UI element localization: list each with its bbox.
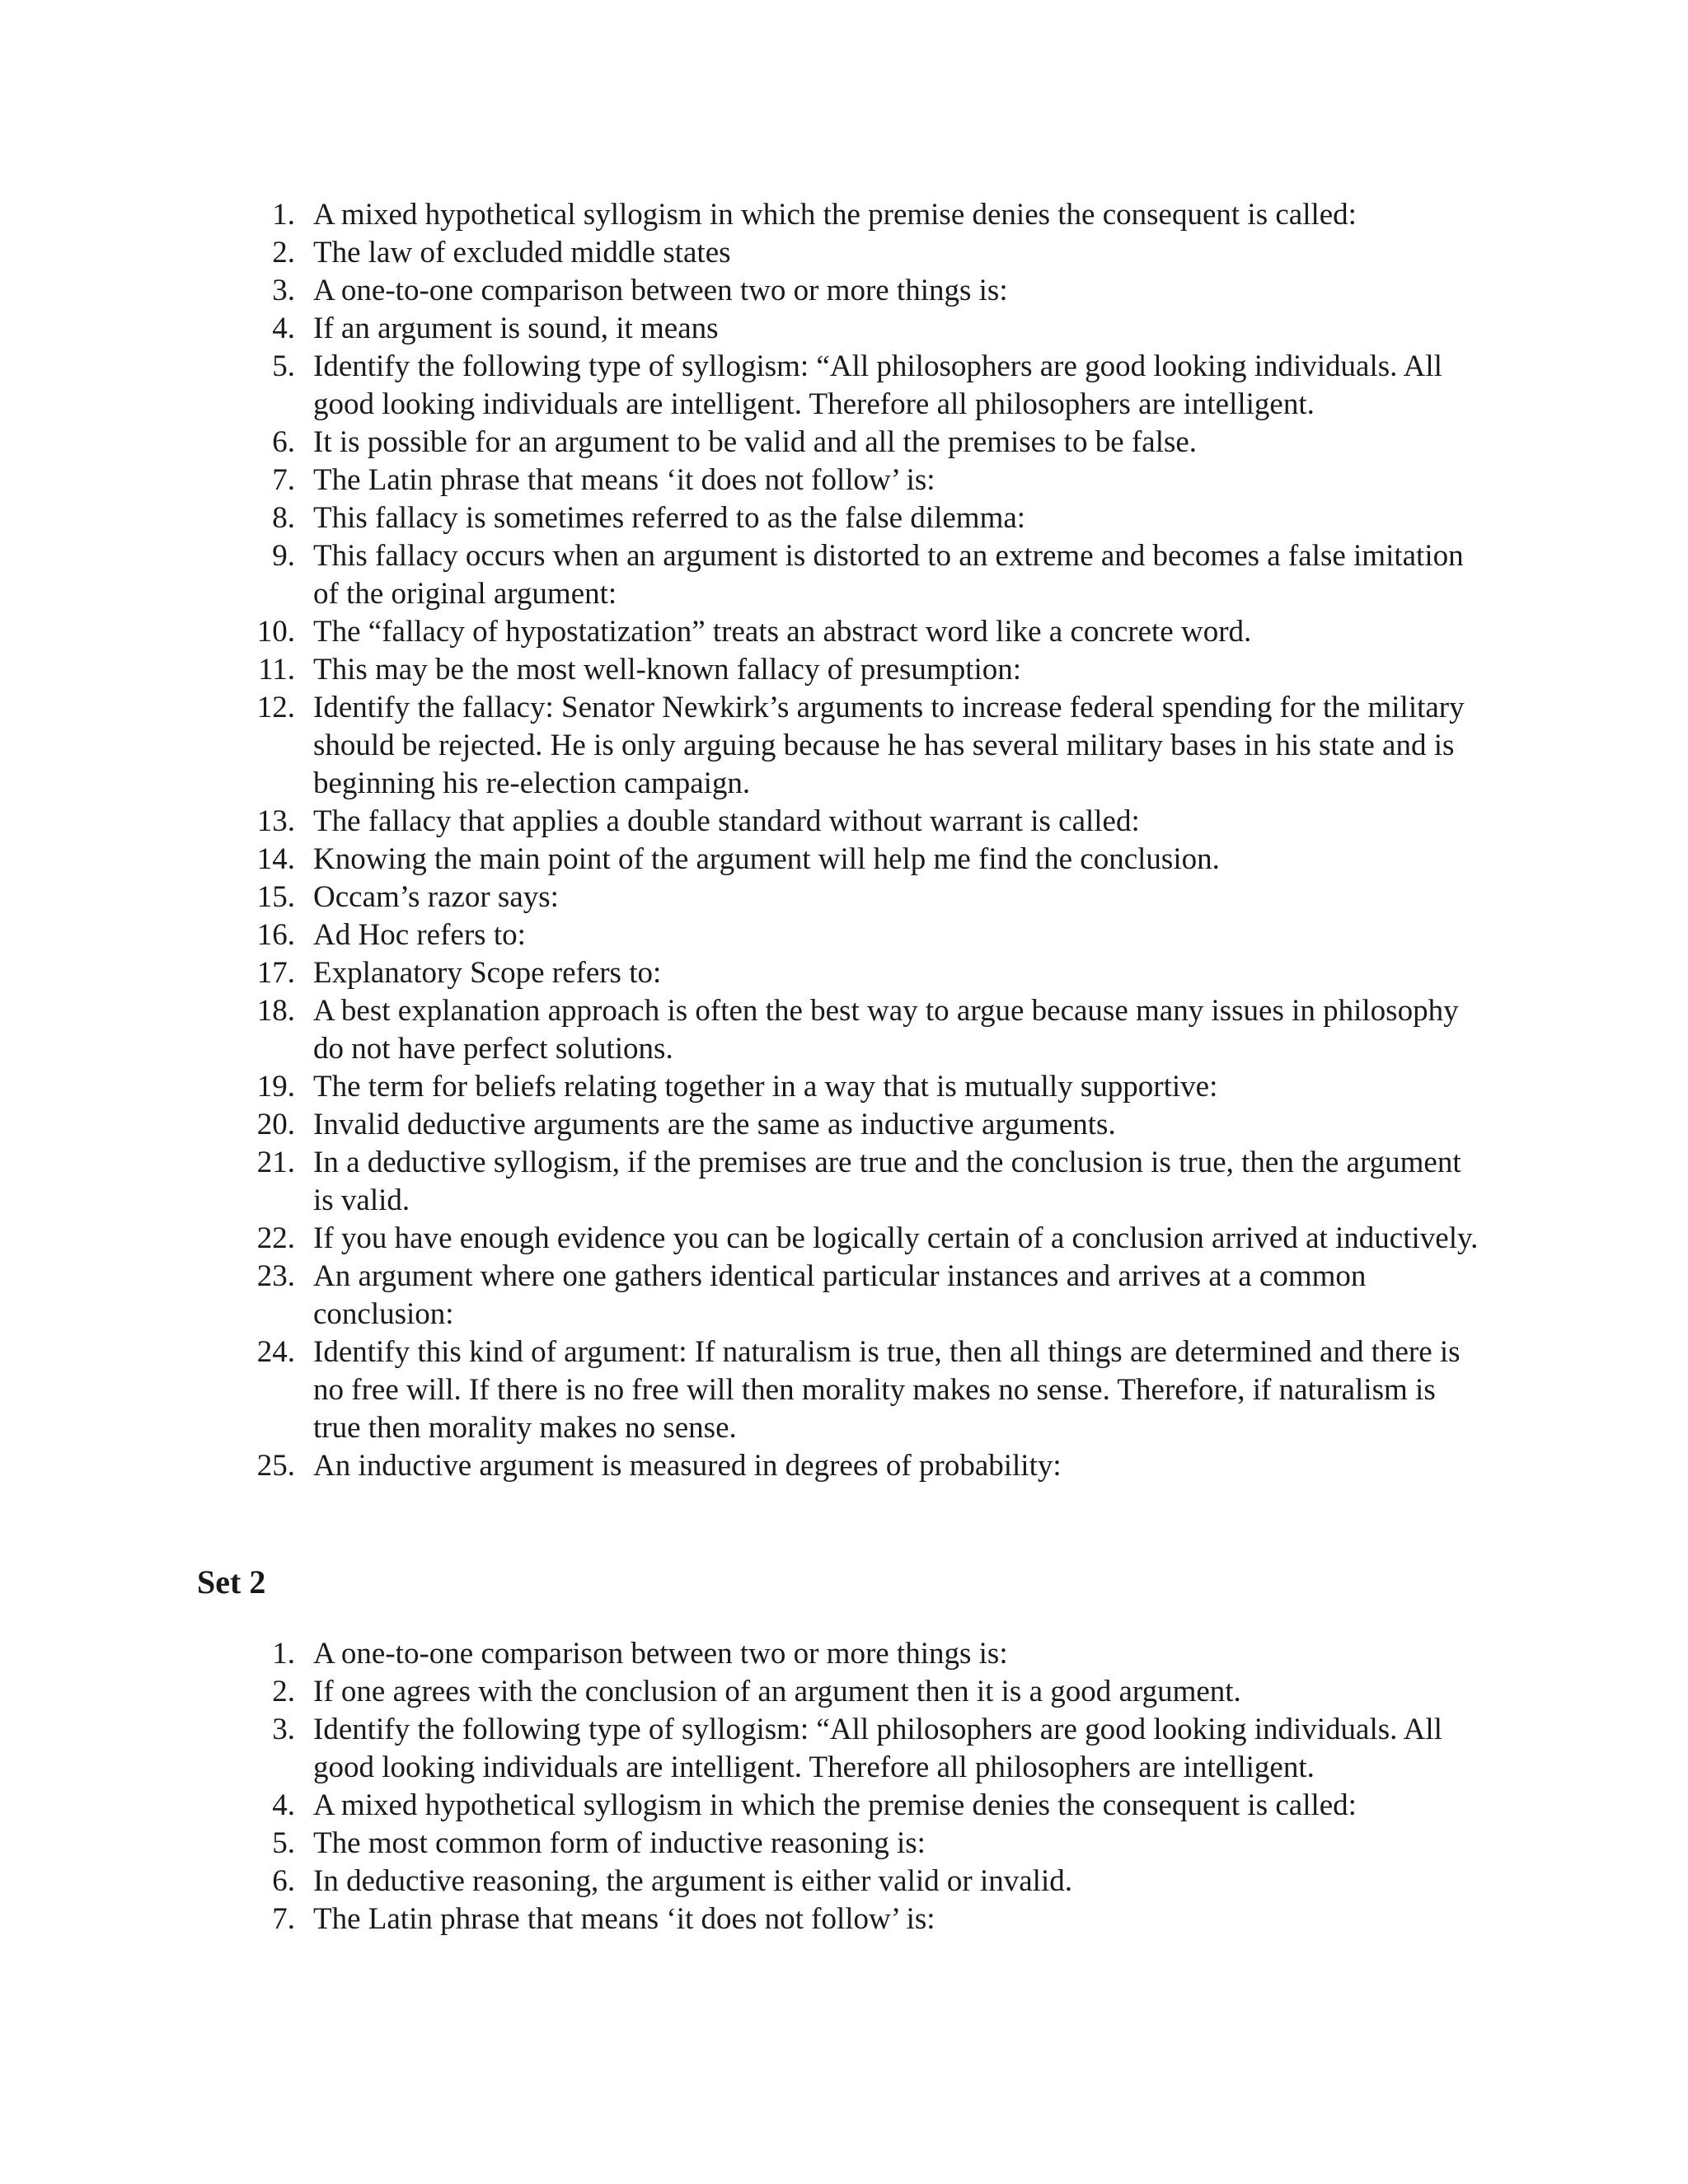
item-text: Knowing the main point of the argument will help me find the conclusion. <box>313 842 1220 876</box>
item-number: 6. <box>272 425 295 459</box>
item-number: 5. <box>272 1826 295 1860</box>
item-number: 7. <box>272 463 295 497</box>
list-item <box>231 462 1484 499</box>
item-text: A best explanation approach is often the best way to argue because many issues in philosophy do not have perfect solutions. <box>313 994 1459 1066</box>
item-number: 19. <box>256 1070 295 1104</box>
list-item <box>231 992 1484 1068</box>
list-item <box>231 1711 1484 1787</box>
list-item <box>231 841 1484 879</box>
item-number: 1. <box>272 1637 295 1671</box>
item-text: Identify the following type of syllogism: “All philosophers are good looking individuals. All good looking individuals are intelligent. Therefore all philosophers are intelligent. <box>313 1713 1442 1784</box>
item-text: Explanatory Scope refers to: <box>313 956 662 990</box>
list-item <box>231 1106 1484 1144</box>
list-item <box>231 613 1484 651</box>
item-number: 17. <box>256 956 295 990</box>
item-number: 14. <box>256 842 295 876</box>
item-text: The Latin phrase that means ‘it does not follow’ is: <box>313 1902 935 1936</box>
item-number: 12. <box>256 691 295 724</box>
list-item <box>231 1220 1484 1258</box>
item-text: If an argument is sound, it means <box>313 312 719 345</box>
list-item <box>231 537 1484 613</box>
list-item <box>231 1673 1484 1711</box>
item-number: 4. <box>272 1788 295 1822</box>
list-item <box>231 499 1484 537</box>
item-text: A mixed hypothetical syllogism in which the premise denies the consequent is called: <box>313 1788 1357 1822</box>
item-number: 16. <box>256 918 295 952</box>
list-item <box>231 1333 1484 1447</box>
item-number: 3. <box>272 274 295 307</box>
item-number: 13. <box>256 804 295 838</box>
list-item <box>231 196 1484 234</box>
item-number: 11. <box>258 653 295 687</box>
item-number: 1. <box>272 198 295 232</box>
list-item <box>231 1635 1484 1673</box>
item-number: 2. <box>272 236 295 269</box>
list-item <box>231 916 1484 954</box>
item-number: 7. <box>272 1902 295 1936</box>
list-item <box>231 689 1484 803</box>
item-text: Occam’s razor says: <box>313 880 559 914</box>
list-item <box>231 1447 1484 1485</box>
item-text: Identify this kind of argument: If naturalism is true, then all things are determined and there is no free will. If there is no free will then morality makes no sense. Therefore, if naturalism is true then morality makes no sense. <box>313 1335 1461 1445</box>
list-item <box>231 1900 1484 1938</box>
list-item <box>231 1068 1484 1106</box>
item-text: A one-to-one comparison between two or more things is: <box>313 274 1008 307</box>
list-item <box>231 1144 1484 1220</box>
item-number: 6. <box>272 1864 295 1898</box>
item-text: An inductive argument is measured in degrees of probability: <box>313 1449 1062 1483</box>
item-text: Identify the fallacy: Senator Newkirk’s arguments to increase federal spending for the military should be rejected. He is only arguing because he has several military bases in his state and is beginning his re-election campaign. <box>313 691 1465 800</box>
item-text: The most common form of inductive reasoning is: <box>313 1826 926 1860</box>
item-text: This may be the most well-known fallacy of presumption: <box>313 653 1022 687</box>
list-item <box>231 272 1484 310</box>
item-number: 18. <box>256 994 295 1028</box>
item-text: A mixed hypothetical syllogism in which the premise denies the consequent is called: <box>313 198 1357 232</box>
item-text: This fallacy is sometimes referred to as the false dilemma: <box>313 501 1026 535</box>
item-number: 15. <box>256 880 295 914</box>
question-list-set-1 <box>231 196 1484 1485</box>
list-item <box>231 424 1484 462</box>
item-text: The Latin phrase that means ‘it does not follow’ is: <box>313 463 935 497</box>
list-item <box>231 954 1484 992</box>
list-item <box>231 310 1484 348</box>
item-text: The fallacy that applies a double standard without warrant is called: <box>313 804 1140 838</box>
list-item <box>231 1787 1484 1825</box>
item-number: 4. <box>272 312 295 345</box>
item-number: 20. <box>256 1108 295 1141</box>
list-item <box>231 1258 1484 1333</box>
item-number: 23. <box>256 1259 295 1293</box>
item-number: 8. <box>272 501 295 535</box>
list-item <box>231 879 1484 916</box>
item-number: 2. <box>272 1675 295 1708</box>
item-text: If you have enough evidence you can be logically certain of a conclusion arrived at inductively. <box>313 1221 1479 1255</box>
item-number: 3. <box>272 1713 295 1746</box>
item-text: The law of excluded middle states <box>313 236 731 269</box>
list-item <box>231 1863 1484 1900</box>
item-text: If one agrees with the conclusion of an argument then it is a good argument. <box>313 1675 1241 1708</box>
item-text: Identify the following type of syllogism: “All philosophers are good looking individuals. All good looking individuals are intelligent. Therefore all philosophers are intelligent. <box>313 349 1442 421</box>
item-text: The “fallacy of hypostatization” treats an abstract word like a concrete word. <box>313 615 1252 649</box>
list-item <box>231 651 1484 689</box>
item-number: 9. <box>272 539 295 573</box>
list-item <box>231 1825 1484 1863</box>
item-text: In a deductive syllogism, if the premises are true and the conclusion is true, then the argument is valid. <box>313 1146 1461 1217</box>
item-number: 24. <box>256 1335 295 1369</box>
item-number: 10. <box>256 615 295 649</box>
item-text: A one-to-one comparison between two or more things is: <box>313 1637 1008 1671</box>
question-list-set-2 <box>231 1635 1484 1938</box>
item-text: In deductive reasoning, the argument is either valid or invalid. <box>313 1864 1072 1898</box>
item-number: 25. <box>256 1449 295 1483</box>
item-text: This fallacy occurs when an argument is distorted to an extreme and becomes a false imitation of the original argument: <box>313 539 1464 611</box>
item-text: An argument where one gathers identical particular instances and arrives at a common conclusion: <box>313 1259 1367 1331</box>
list-item <box>231 803 1484 841</box>
item-text: Invalid deductive arguments are the same as inductive arguments. <box>313 1108 1116 1141</box>
list-item <box>231 234 1484 272</box>
item-number: 22. <box>256 1221 295 1255</box>
item-text: The term for beliefs relating together in a way that is mutually supportive: <box>313 1070 1218 1104</box>
item-number: 21. <box>256 1146 295 1179</box>
item-number: 5. <box>272 349 295 383</box>
section-heading-set-2: Set 2 <box>197 1563 266 1601</box>
item-text: It is possible for an argument to be valid and all the premises to be false. <box>313 425 1198 459</box>
item-text: Ad Hoc refers to: <box>313 918 526 952</box>
list-item <box>231 348 1484 424</box>
